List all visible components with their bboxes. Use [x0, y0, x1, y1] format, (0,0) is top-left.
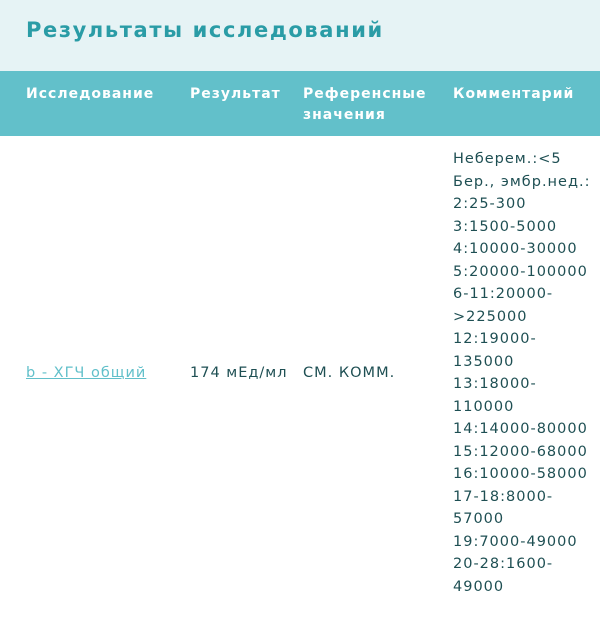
study-cell [0, 136, 190, 598]
reference-cell: СМ. КОММ. [303, 364, 396, 381]
comment-cell: Неберем.:<5 Бер., эмбр.нед.: 2:25-300 3:1500-5000 4:10000-30000 5:20000-100000 6-11:20000- >225000 12:19000- 135000 13:18000- 110000 14:14000-80000 15:12000-68000 16:10000-58000 17-18:8000- 57000 19:7000-49000 20-28:1600- 49000 [453, 151, 591, 595]
column-header-result: Результат [190, 86, 281, 102]
result-cell: 174 мЕд/мл [190, 364, 288, 381]
column-header-comment: Комментарий [453, 86, 575, 102]
column-header-reference-line2: значения [303, 107, 386, 123]
column-header-reference-line1: Референсные [303, 86, 427, 102]
table-header-row [0, 71, 600, 136]
page-header [0, 0, 600, 71]
study-link[interactable]: b - ХГЧ общий [26, 364, 147, 381]
column-header-reference [303, 71, 453, 136]
page-title: Результаты исследований [26, 18, 384, 42]
results-table [0, 71, 600, 598]
table-row [0, 136, 600, 598]
column-header-study: Исследование [26, 86, 155, 102]
